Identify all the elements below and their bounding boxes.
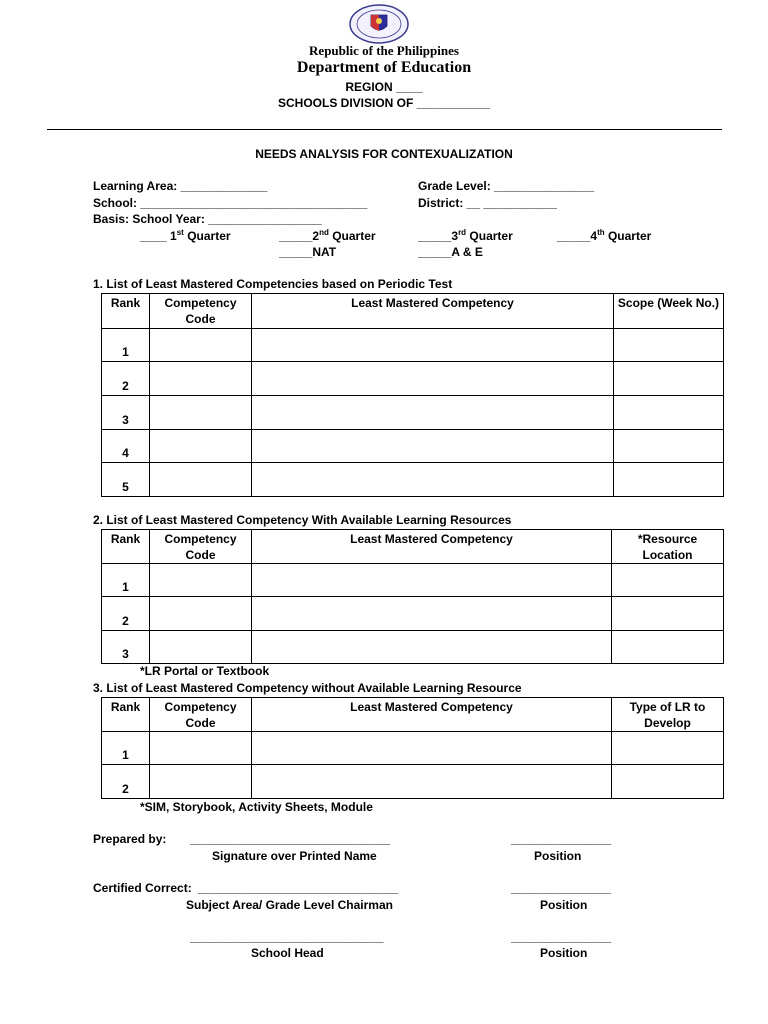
section3-title: 3. List of Least Mastered Competency without Available Learning Resource [93, 681, 522, 695]
competency-code-header: Competency Code [150, 294, 252, 329]
quarter-3-num: 3 [451, 229, 459, 243]
ae-option[interactable]: _____A & E [418, 245, 483, 259]
competency-code-header: Competency Code [150, 698, 252, 732]
nat-option[interactable]: _____NAT [279, 245, 337, 259]
competency-code-header: Competency Code [150, 530, 252, 564]
lr-type-header: Type of LR to Develop [612, 698, 724, 732]
code-cell[interactable] [150, 329, 252, 362]
least-mastered-header: Least Mastered Competency [252, 530, 612, 564]
quarter-4-num: 4 [590, 229, 598, 243]
school-head-label: School Head [251, 946, 324, 960]
section3-note: *SIM, Storybook, Activity Sheets, Module [140, 800, 373, 814]
quarter-3-sup: rd [458, 228, 467, 237]
section2-table [101, 529, 724, 664]
quarter-2-sup: nd [319, 228, 329, 237]
code-cell[interactable] [150, 597, 252, 631]
scope-cell[interactable] [614, 430, 724, 463]
prepared-position-line[interactable]: _______________ [511, 832, 612, 846]
table-row [102, 329, 724, 362]
table-row [102, 732, 724, 765]
code-cell[interactable] [150, 463, 252, 497]
competency-cell[interactable] [252, 463, 614, 497]
competency-cell[interactable] [252, 430, 614, 463]
quarter-4-label: Quarter [607, 229, 652, 243]
certified-correct-label: Certified Correct: [93, 881, 192, 895]
rank-cell: 1 [102, 732, 150, 765]
rank-cell: 2 [102, 362, 150, 396]
learning-area-field[interactable]: Learning Area: _____________ [93, 179, 268, 193]
quarter-3-label: Quarter [469, 229, 513, 243]
table-row [102, 765, 724, 799]
school-field[interactable]: School: __________________________________ [93, 196, 368, 210]
table-row [102, 362, 724, 396]
basis-school-year-field[interactable]: Basis: School Year: _________________ [93, 212, 322, 226]
quarter-1-option[interactable] [140, 229, 231, 243]
rank-cell: 4 [102, 430, 150, 463]
scope-cell[interactable] [614, 396, 724, 430]
code-cell[interactable] [150, 732, 252, 765]
competency-cell[interactable] [252, 765, 612, 799]
lr-type-cell[interactable] [612, 765, 724, 799]
section3-table [101, 697, 724, 799]
competency-cell[interactable] [252, 597, 612, 631]
competency-cell[interactable] [252, 362, 614, 396]
school-head-signature-line[interactable]: _____________________________ [190, 930, 384, 944]
least-mastered-header: Least Mastered Competency [252, 294, 614, 329]
table-row [102, 631, 724, 664]
quarter-1-label: Quarter [187, 229, 231, 243]
table-row [102, 430, 724, 463]
school-head-position-line[interactable]: _______________ [511, 930, 612, 944]
section2-note: *LR Portal or Textbook [140, 664, 270, 678]
signature-label: Signature over Printed Name [212, 849, 377, 863]
location-cell[interactable] [612, 597, 724, 631]
rank-cell: 3 [102, 396, 150, 430]
rank-cell: 2 [102, 597, 150, 631]
prepared-position-label: Position [534, 849, 582, 863]
rank-header: Rank [102, 698, 150, 732]
scope-cell[interactable] [614, 329, 724, 362]
rank-cell: 5 [102, 463, 150, 497]
deped-seal-icon [348, 4, 410, 44]
rank-cell: 1 [102, 329, 150, 362]
prepared-by-label: Prepared by: [93, 832, 167, 846]
quarter-1-blank: ____ [140, 229, 167, 243]
quarter-2-label: Quarter [332, 229, 376, 243]
table-row [102, 396, 724, 430]
rank-header: Rank [102, 294, 150, 329]
quarter-2-blank: _____ [279, 229, 313, 243]
quarter-4-sup: th [597, 228, 605, 237]
form-title: NEEDS ANALYSIS FOR CONTEXUALIZATION [255, 147, 513, 161]
lr-type-cell[interactable] [612, 732, 724, 765]
department-heading: Department of Education [296, 59, 472, 76]
certified-signature-line[interactable]: ______________________________ [198, 881, 399, 895]
chairman-label: Subject Area/ Grade Level Chairman [186, 898, 393, 912]
header-divider [47, 129, 722, 130]
quarter-1-num: 1 [170, 229, 177, 243]
table-header-row [102, 530, 724, 564]
code-cell[interactable] [150, 765, 252, 799]
rank-cell: 1 [102, 564, 150, 597]
school-head-position-label: Position [540, 946, 588, 960]
code-cell[interactable] [150, 396, 252, 430]
division-line: SCHOOLS DIVISION OF ___________ [278, 96, 491, 110]
section2-title: 2. List of Least Mastered Competency With Available Learning Resources [93, 513, 512, 527]
table-row [102, 463, 724, 497]
quarter-4-option[interactable] [557, 229, 651, 243]
quarter-4-blank: _____ [557, 229, 591, 243]
scope-cell[interactable] [614, 463, 724, 497]
scope-header: Scope (Week No.) [614, 294, 724, 329]
code-cell[interactable] [150, 362, 252, 396]
section1-title: 1. List of Least Mastered Competencies based on Periodic Test [93, 277, 453, 291]
table-row [102, 564, 724, 597]
competency-cell[interactable] [252, 564, 612, 597]
quarter-3-blank: _____ [418, 229, 452, 243]
republic-heading: Republic of the Philippines [309, 43, 459, 58]
location-cell[interactable] [612, 631, 724, 664]
rank-header: Rank [102, 530, 150, 564]
prepared-by-signature-line[interactable]: ______________________________ [190, 832, 391, 846]
grade-level-field[interactable]: Grade Level: _______________ [418, 179, 595, 193]
code-cell[interactable] [150, 564, 252, 597]
rank-cell: 3 [102, 631, 150, 664]
quarter-1-sup: st [176, 228, 184, 237]
code-cell[interactable] [150, 430, 252, 463]
rank-cell: 2 [102, 765, 150, 799]
district-field[interactable]: District: __ ___________ [418, 196, 557, 210]
competency-cell[interactable] [252, 396, 614, 430]
quarter-2-option[interactable] [279, 229, 376, 243]
competency-cell[interactable] [252, 732, 612, 765]
competency-cell[interactable] [252, 631, 612, 664]
location-cell[interactable] [612, 564, 724, 597]
quarter-2-num: 2 [312, 229, 320, 243]
quarter-3-option[interactable] [418, 229, 513, 243]
least-mastered-header: Least Mastered Competency [252, 698, 612, 732]
region-line: REGION ____ [345, 80, 423, 94]
certified-position-line[interactable]: _______________ [511, 881, 612, 895]
code-cell[interactable] [150, 631, 252, 664]
table-header-row [102, 698, 724, 732]
competency-cell[interactable] [252, 329, 614, 362]
table-row [102, 597, 724, 631]
resource-location-header: *Resource Location [612, 530, 724, 564]
table-header-row [102, 294, 724, 329]
certified-position-label: Position [540, 898, 588, 912]
scope-cell[interactable] [614, 362, 724, 396]
section1-table [101, 293, 724, 497]
